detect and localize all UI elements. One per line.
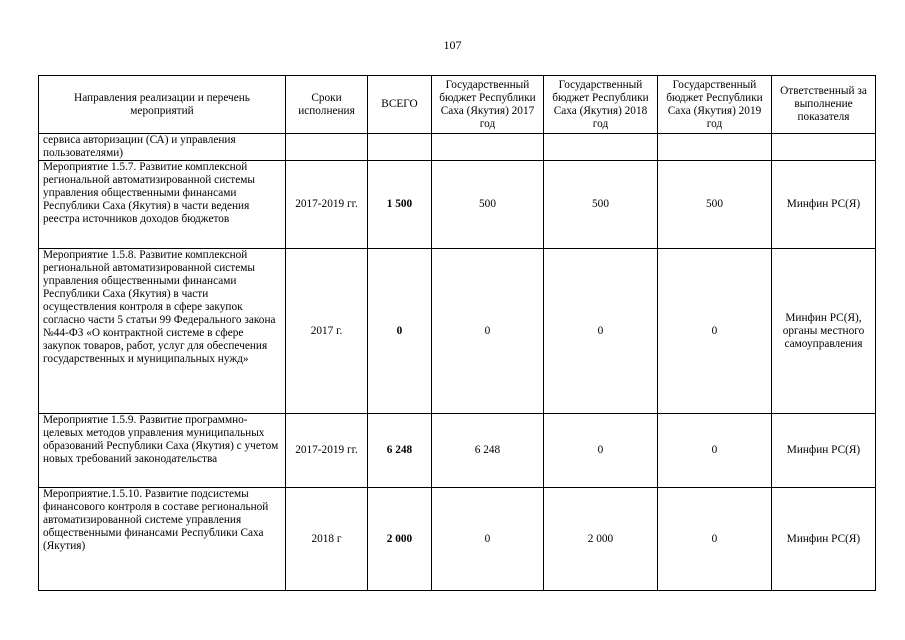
period-cell <box>286 134 368 161</box>
header-total: ВСЕГО <box>368 76 432 134</box>
table-row <box>39 414 876 488</box>
header-budget-2019: Государственный бюджет Республики Саха (Якутия) 2019 год <box>658 76 772 134</box>
measure-cell: Мероприятие 1.5.9. Развитие программно-целевых методов управления муниципальных образований Республики Саха (Якутия) с учетом новых требований законодательства <box>39 414 286 488</box>
budget-table <box>38 75 876 591</box>
budget-2019-cell: 0 <box>658 249 772 414</box>
budget-2017-cell <box>432 134 544 161</box>
table-row <box>39 488 876 591</box>
header-budget-2017: Государственный бюджет Республики Саха (Якутия) 2017 год <box>432 76 544 134</box>
header-period: Сроки исполнения <box>286 76 368 134</box>
total-cell: 6 248 <box>368 414 432 488</box>
budget-2017-cell: 500 <box>432 161 544 249</box>
budget-2017-cell: 0 <box>432 488 544 591</box>
total-cell: 1 500 <box>368 161 432 249</box>
budget-2018-cell <box>544 134 658 161</box>
period-cell: 2018 г <box>286 488 368 591</box>
budget-2019-cell <box>658 134 772 161</box>
table-row <box>39 249 876 414</box>
measure-cell: Мероприятие 1.5.8. Развитие комплексной региональной автоматизированной системы управления общественными финансами Республики Саха (Якутия) в части осуществления контроля в сфере закупок согласно части 5 статьи 99 Федерального закона №44-ФЗ «О контрактной системе в сфере закупок товаров, работ, услуг для обеспечения государственных и муниципальных нужд» <box>39 249 286 414</box>
header-row <box>39 76 876 134</box>
table-row <box>39 134 876 161</box>
responsible-cell: Минфин РС(Я), органы местного самоуправления <box>772 249 876 414</box>
period-cell: 2017-2019 гг. <box>286 161 368 249</box>
budget-2019-cell: 0 <box>658 414 772 488</box>
total-cell: 0 <box>368 249 432 414</box>
budget-2018-cell: 2 000 <box>544 488 658 591</box>
responsible-cell: Минфин РС(Я) <box>772 161 876 249</box>
responsible-cell: Минфин РС(Я) <box>772 488 876 591</box>
budget-2018-cell: 0 <box>544 414 658 488</box>
budget-2018-cell: 0 <box>544 249 658 414</box>
period-cell: 2017-2019 гг. <box>286 414 368 488</box>
header-measure: Направления реализации и перечень мероприятий <box>39 76 286 134</box>
period-cell: 2017 г. <box>286 249 368 414</box>
table-row <box>39 161 876 249</box>
measure-cell: Мероприятие.1.5.10. Развитие подсистемы финансового контроля в составе региональной автоматизированной системе управления общественными финансами Республики Саха (Якутия) <box>39 488 286 591</box>
responsible-cell <box>772 134 876 161</box>
responsible-cell: Минфин РС(Я) <box>772 414 876 488</box>
page-number: 107 <box>443 38 462 52</box>
total-cell: 2 000 <box>368 488 432 591</box>
budget-2017-cell: 0 <box>432 249 544 414</box>
total-cell <box>368 134 432 161</box>
budget-2019-cell: 500 <box>658 161 772 249</box>
header-responsible: Ответственный за выполнение показателя <box>772 76 876 134</box>
measure-cell: Мероприятие 1.5.7. Развитие комплексной региональной автоматизированной системы управления общественными финансами Республики Саха (Якутия) в части ведения реестра источников доходов бюджетов <box>39 161 286 249</box>
measure-cell: сервиса авторизации (СА) и управления пользователями) <box>39 134 286 161</box>
header-budget-2018: Государственный бюджет Республики Саха (Якутия) 2018 год <box>544 76 658 134</box>
budget-2017-cell: 6 248 <box>432 414 544 488</box>
budget-2018-cell: 500 <box>544 161 658 249</box>
budget-2019-cell: 0 <box>658 488 772 591</box>
